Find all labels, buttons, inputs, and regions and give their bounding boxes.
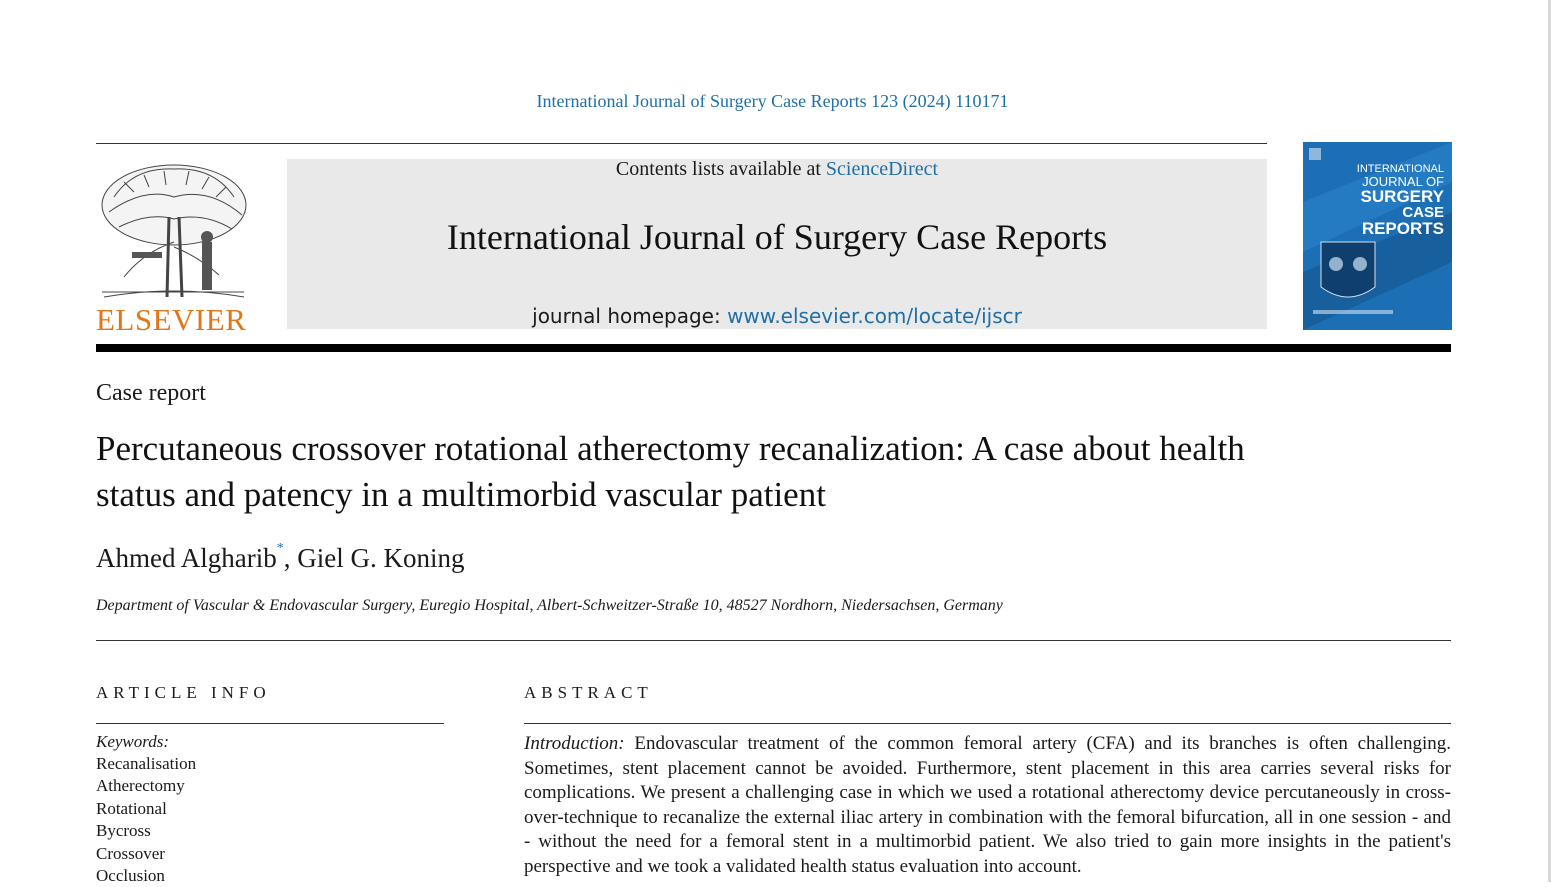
top-rule <box>96 143 1267 144</box>
homepage-line <box>287 304 1267 328</box>
cover-line4: CASE <box>1402 204 1444 221</box>
running-head[interactable]: International Journal of Surgery Case Reports 123 (2024) 110171 <box>536 91 1009 111</box>
sciencedirect-link[interactable]: ScienceDirect <box>825 158 939 180</box>
cover-line2: JOURNAL OF <box>1362 174 1444 189</box>
article-info-heading: ARTICLE INFO <box>96 683 271 702</box>
author-separator: , <box>283 543 298 573</box>
keyword-item: Atherectomy <box>96 776 185 796</box>
elsevier-wordmark: ELSEVIER <box>96 302 247 337</box>
abstract-rule <box>524 723 1451 724</box>
header-thick-rule <box>96 344 1451 352</box>
affiliation: Department of Vascular & Endovascular Surgery, Euregio Hospital, Albert-Schweitzer-Straße 10, 48527 Nordhorn, Niedersachsen, Germany <box>96 597 1003 614</box>
abstract-intro-text: Endovascular treatment of the common femoral artery (CFA) and its branches is often challenging. Sometimes, stent placement cannot be avoided. Furthermore, stent placement in this area carries several risks for complications. We present a challenging case in which we used a rotational atherectomy device percutaneously in cross-over-technique to recanalize the external iliac artery in combination with the femoral bifurcation, all in one session - and - without the need for a femoral stent in a multimorbid patient. We also tried to gain more insights in the patient's perspective and we took a validated health status evaluation into account. <box>524 733 1451 877</box>
homepage-link[interactable]: www.elsevier.com/locate/ijscr <box>727 304 1022 328</box>
keyword-item: Occlusion <box>96 865 165 885</box>
cover-line5: REPORTS <box>1361 219 1444 238</box>
keywords-label: Keywords: <box>96 732 170 751</box>
article-title: Percutaneous crossover rotational atherectomy recanalization: A case about health status and patency in a multimorbid vascular patient <box>96 429 1245 514</box>
cover-line1: INTERNATIONAL <box>1356 163 1444 175</box>
journal-cover[interactable] <box>1303 142 1452 330</box>
article-info-rule <box>96 723 444 724</box>
cover-line3: SURGERY <box>1360 187 1444 206</box>
author-list <box>96 543 464 574</box>
contents-prefix: Contents lists available at <box>615 158 826 180</box>
elsevier-logo <box>94 157 252 335</box>
abstract-intro-label: Introduction: <box>524 733 625 754</box>
corresponding-author-mark[interactable]: * <box>276 541 284 556</box>
abstract-body <box>524 732 1451 880</box>
keyword-item: Bycross <box>96 821 151 841</box>
journal-title: International Journal of Surgery Case Reports <box>446 217 1108 257</box>
section-rule <box>96 640 1451 641</box>
homepage-prefix: journal homepage: <box>532 304 728 328</box>
author-name[interactable]: Ahmed Algharib <box>96 543 277 573</box>
keyword-list <box>96 753 196 887</box>
abstract-heading: ABSTRACT <box>524 683 653 702</box>
keyword-item: Crossover <box>96 843 165 863</box>
author-name[interactable]: Giel G. Koning <box>297 543 465 573</box>
keyword-item: Rotational <box>96 798 167 818</box>
contents-line <box>287 158 1267 181</box>
keyword-item: Recanalisation <box>96 754 197 773</box>
article-type: Case report <box>96 380 206 406</box>
